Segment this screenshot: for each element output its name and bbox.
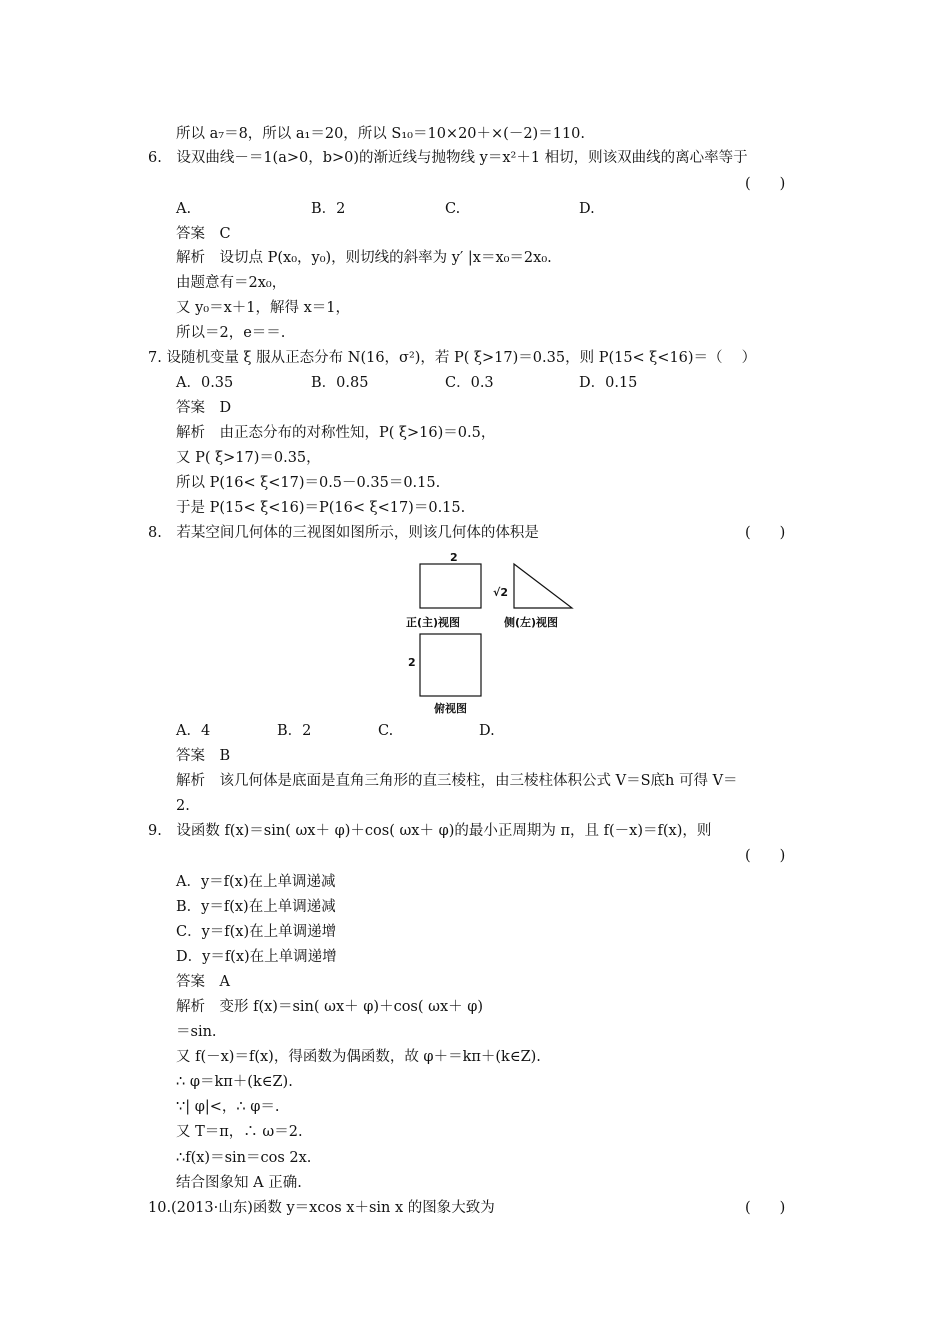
text-line: 又 P( ξ>17)＝0.35， [176, 450, 321, 466]
top-view-rect [420, 634, 481, 696]
text-line: 解析 设切点 P(x₀，y₀)，则切线的斜率为 y′ |x＝x₀＝2x₀. [176, 250, 552, 266]
text-line: 解析 由正态分布的对称性知，P( ξ>16)＝0.5， [176, 425, 496, 441]
text-line: 10.(2013·山东)函数 y＝xcos x＋sin x 的图象大致为 [148, 1200, 495, 1216]
choice-option: B．2 [277, 723, 312, 739]
text-line: 9. 设函数 f(x)＝sin( ωx＋ φ)＋cos( ωx＋ φ)的最小正周期为 π，且 f(－x)＝f(x)，则 [148, 823, 712, 839]
front-view-caption: 正(主)视图 [406, 616, 461, 629]
side-view-triangle [514, 564, 572, 608]
text-line: 解析 该几何体是底面是直角三角形的直三棱柱，由三棱柱体积公式 V＝S底h 可得 V＝ [176, 773, 738, 789]
text-line: 于是 P(15< ξ<16)＝P(16< ξ<17)＝0.15. [176, 500, 466, 516]
text-line: 8. 若某空间几何体的三视图如图所示，则该几何体的体积是 [148, 525, 539, 541]
text-line: 答案 A [176, 974, 230, 990]
answer-bracket: ( ) [745, 176, 786, 192]
text-line: 解析 变形 f(x)＝sin( ωx＋ φ)＋cos( ωx＋ φ) [176, 999, 484, 1015]
choice-option: D. [579, 201, 595, 217]
text-line: ∴ φ＝kπ＋(k∈Z). [176, 1074, 293, 1090]
text-line: ∵| φ|<，∴ φ＝. [176, 1099, 280, 1115]
choice-option: D．0.15 [579, 375, 638, 391]
choice-option: C. [378, 723, 394, 739]
text-line: 答案 D [176, 400, 232, 416]
choice-option: B．2 [311, 201, 346, 217]
choice-option: A．0.35 [176, 375, 234, 391]
text-line: A．y＝f(x)在上单调递减 [176, 874, 336, 890]
text-line: 答案 B [176, 748, 231, 764]
top-view-caption: 俯视图 [434, 702, 467, 715]
text-line: 2. [176, 798, 190, 814]
choice-option: C．0.3 [445, 375, 494, 391]
three-view-figure [400, 548, 600, 718]
text-line: 答案 C [176, 226, 231, 242]
text-line: ＝sin. [176, 1024, 217, 1040]
text-line: C．y＝f(x)在上单调递增 [176, 924, 337, 940]
text-line: 所以＝2，e＝＝. [176, 325, 286, 341]
choice-option: D. [479, 723, 495, 739]
text-line: D．y＝f(x)在上单调递增 [176, 949, 337, 965]
text-line: 又 f(－x)＝f(x)，得函数为偶函数，故 φ＋＝kπ＋(k∈Z). [176, 1049, 541, 1065]
side-view-caption: 侧(左)视图 [504, 616, 559, 629]
choice-option: C. [445, 201, 461, 217]
choice-option: B．0.85 [311, 375, 369, 391]
choice-option: A. [176, 201, 192, 217]
side-view-sqrt-label: √2 [493, 586, 508, 599]
front-view-rect [420, 564, 481, 608]
answer-bracket: ( ) [745, 1200, 786, 1216]
text-line: ∴f(x)＝sin＝cos 2x. [176, 1150, 312, 1166]
text-line: 由题意有＝2x₀， [176, 275, 287, 291]
answer-bracket: ( ) [745, 848, 786, 864]
front-view-top-label: 2 [450, 551, 458, 564]
text-line: 又 y₀＝x＋1，解得 x＝1， [176, 300, 351, 316]
text-line: 结合图象知 A 正确. [176, 1175, 302, 1191]
top-view-left-label: 2 [408, 656, 416, 669]
choice-option: A．4 [176, 723, 211, 739]
text-line: 所以 a₇＝8，所以 a₁＝20，所以 S₁₀＝10×20＋×(－2)＝110. [176, 126, 586, 142]
text-line: 7. 设随机变量 ξ 服从正态分布 N(16，σ²)，若 P( ξ>17)＝0.35，则 P(15< ξ<16)＝（ ） [148, 350, 757, 366]
text-line: 所以 P(16< ξ<17)＝0.5－0.35＝0.15. [176, 475, 441, 491]
text-line: 又 T＝π，∴ ω＝2. [176, 1124, 303, 1140]
text-line: 6. 设双曲线－＝1(a>0，b>0)的渐近线与抛物线 y＝x²＋1 相切，则该双曲线的离心率等于 [148, 150, 748, 166]
answer-bracket: ( ) [745, 525, 786, 541]
text-line: B．y＝f(x)在上单调递减 [176, 899, 336, 915]
